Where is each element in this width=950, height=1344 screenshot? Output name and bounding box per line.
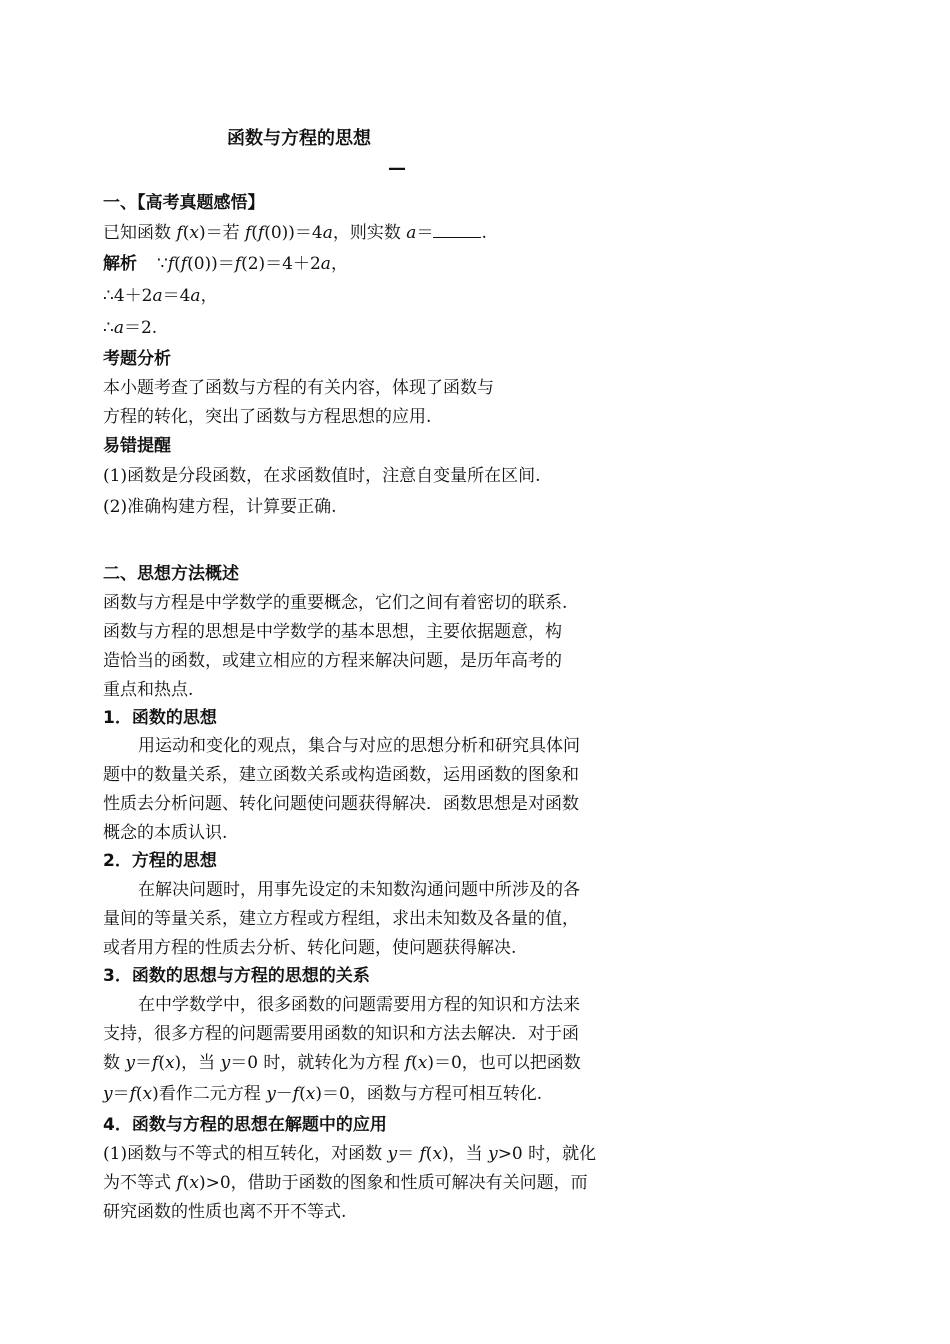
section-1-heading: 一、【高考真题感悟】 bbox=[103, 193, 265, 213]
relation-line-3: 数 y＝f(x)，当 y＝0 时，就转化为方程 f(x)＝0，也可以把函数 bbox=[103, 1053, 581, 1073]
equation-idea-line-3: 或者用方程的性质去分析、转化问题，使问题获得解决. bbox=[103, 938, 517, 958]
warning-line-1: (1)函数是分段函数，在求函数值时，注意自变量所在区间. bbox=[103, 466, 541, 486]
overview-line-4: 重点和热点. bbox=[103, 680, 194, 700]
answer-blank bbox=[433, 222, 481, 238]
relation-line-1: 在中学数学中，很多函数的问题需要用方程的知识和方法来 bbox=[138, 995, 580, 1015]
overview-line-3: 造恰当的函数，或建立相应的方程来解决问题，是历年高考的 bbox=[103, 651, 562, 671]
warning-label: 易错提醒 bbox=[103, 436, 171, 456]
application-line-3: 研究函数的性质也离不开不等式. bbox=[103, 1202, 347, 1222]
solution-line: 解析 ∵f(f(0))＝f(2)＝4＋2a， bbox=[103, 254, 348, 274]
page-title: 函数与方程的思想 bbox=[227, 128, 371, 149]
subheading-4: 4．函数与方程的思想在解题中的应用 bbox=[103, 1115, 387, 1135]
solution-step-3: ∴a＝2. bbox=[103, 318, 158, 338]
warning-line-2: (2)准确构建方程，计算要正确. bbox=[103, 497, 337, 517]
equation-idea-line-2: 量间的等量关系，建立方程或方程组，求出未知数及各量的值， bbox=[103, 909, 579, 929]
subheading-1: 1．函数的思想 bbox=[103, 708, 217, 728]
analysis-line-1: 本小题考查了函数与方程的有关内容，体现了函数与 bbox=[103, 378, 494, 398]
relation-line-4: y＝f(x)看作二元方程 y－f(x)＝0，函数与方程可相互转化. bbox=[103, 1084, 543, 1104]
subheading-3: 3．函数的思想与方程的思想的关系 bbox=[103, 966, 370, 986]
application-line-2: 为不等式 f(x)>0，借助于函数的图象和性质可解决有关问题，而 bbox=[103, 1173, 588, 1193]
overview-line-1: 函数与方程是中学数学的重要概念，它们之间有着密切的联系. bbox=[103, 593, 568, 613]
analysis-label: 考题分析 bbox=[103, 349, 171, 369]
section-2-heading: 二、思想方法概述 bbox=[103, 564, 239, 584]
function-idea-line-2: 题中的数量关系，建立函数关系或构造函数，运用函数的图象和 bbox=[103, 765, 579, 785]
relation-line-2: 支持，很多方程的问题需要用函数的知识和方法去解决．对于函 bbox=[103, 1024, 579, 1044]
solution-label: 解析 bbox=[103, 254, 137, 274]
application-line-1: (1)函数与不等式的相互转化，对函数 y＝ f(x)，当 y>0 时，就化 bbox=[103, 1144, 597, 1164]
function-idea-line-3: 性质去分析问题、转化问题使问题获得解决．函数思想是对函数 bbox=[103, 794, 579, 814]
subheading-2: 2．方程的思想 bbox=[103, 851, 217, 871]
title-dash: — bbox=[388, 158, 406, 179]
function-idea-line-4: 概念的本质认识. bbox=[103, 823, 228, 843]
equation-idea-line-1: 在解决问题时，用事先设定的未知数沟通问题中所涉及的各 bbox=[138, 880, 580, 900]
solution-step-2: ∴4＋2a＝4a， bbox=[103, 286, 218, 306]
function-idea-line-1: 用运动和变化的观点，集合与对应的思想分析和研究具体问 bbox=[138, 736, 580, 756]
analysis-line-2: 方程的转化，突出了函数与方程思想的应用. bbox=[103, 407, 432, 427]
overview-line-2: 函数与方程的思想是中学数学的基本思想，主要依据题意，构 bbox=[103, 622, 562, 642]
question-line: 已知函数 f(x)＝若 f(f(0))＝4a，则实数 a＝ . bbox=[103, 223, 487, 243]
